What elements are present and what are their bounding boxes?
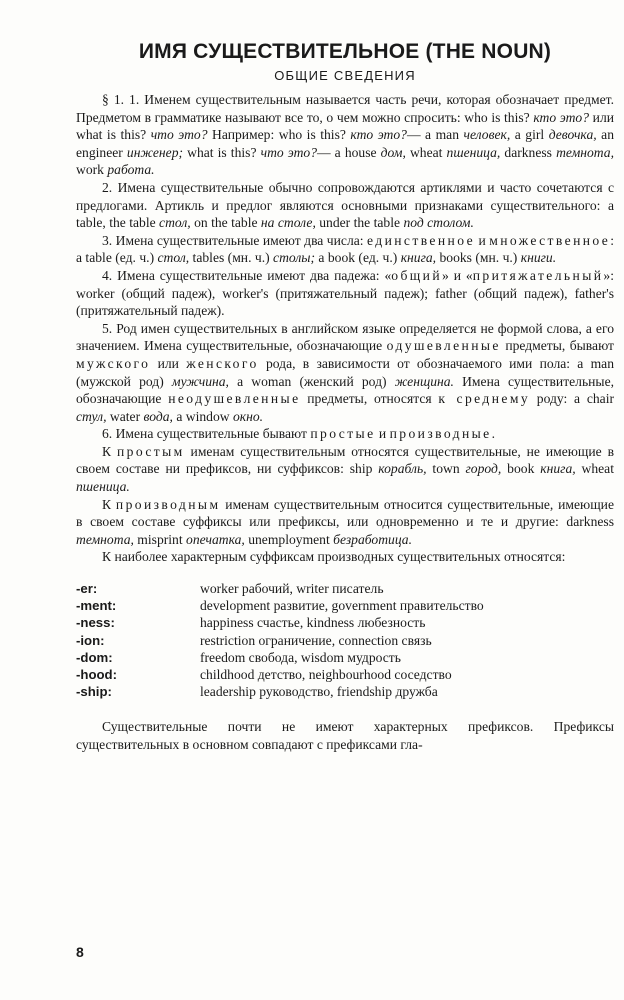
paragraph-6: 6. Имена существительные бывают простые и производные. bbox=[102, 426, 496, 442]
suffix-row bbox=[76, 632, 614, 649]
suffix-row bbox=[76, 614, 614, 631]
suffix-label: -ship: bbox=[76, 684, 112, 700]
suffix-row bbox=[76, 580, 614, 597]
suffix-row bbox=[76, 649, 614, 666]
paragraph-4: 4. Имена существительные имеют два падежа: «общий» и «притяжательный»: worker (общий падеж), worker's (притяжательный падеж); father (общий падеж), father's (притяжательный падеж). bbox=[76, 267, 614, 319]
suffix-examples: development развитие, government правительство bbox=[200, 598, 484, 614]
paragraph-1: § 1. 1. Именем существительным называется часть речи, которая обозначает предмет. Предметом в грамматике называют все то, о чем можно спросить: who is this? кто это? или what is this? что это? Например: who is this? кто это?— a man человек, a girl девочка, an engineer инженер; what is this? что это?— a house дом, wheat пшеница, darkness темнота, work работа. bbox=[76, 92, 615, 178]
suffix-examples: leadership руководство, friendship дружба bbox=[200, 684, 438, 700]
suffix-label: -ment: bbox=[76, 598, 117, 614]
page-title: ИМЯ СУЩЕСТВИТЕЛЬНОЕ (THE NOUN) bbox=[138, 40, 552, 63]
paragraph-2: 2. Имена существительные обычно сопровождаются артиклями и часто сочетаются с предлогами. Артикль и предлог являются основными признаками существительного: a table, the table стол, on the table на столе, under the table под столом. bbox=[76, 179, 614, 231]
suffix-row bbox=[76, 597, 614, 614]
suffix-label: -er: bbox=[76, 581, 98, 597]
suffix-examples: freedom свобода, wisdom мудрость bbox=[200, 649, 401, 665]
paragraph-8: К производным именам существительным относится существительные, имеющие в своем составе суффиксы или префиксы, или одновременно и те и другие: darkness темнота, misprint опечатка, unemployment безработица. bbox=[76, 496, 614, 547]
suffix-examples: childhood детство, neighbourhood соседство bbox=[200, 667, 452, 683]
suffix-label: -hood: bbox=[76, 667, 118, 683]
paragraph-3: 3. Имена существительные имеют два числа: единственное и множественное: a table (ед. ч.) стол, tables (мн. ч.) столы; a book (ед. ч.) книга, books (мн. ч.) книги. bbox=[76, 232, 614, 266]
suffix-examples: happiness счастье, kindness любезность bbox=[200, 615, 426, 631]
paragraph-9: К наиболее характерным суффиксам производных существительных относятся: bbox=[102, 549, 566, 565]
page-number: 8 bbox=[76, 944, 84, 960]
paragraph-7: К простым именам существительным относятся существительные, не имеющие в своем составе ни префиксов, ни суффиксов: ship корабль, town город, book книга, wheat пшеница. bbox=[76, 443, 614, 495]
suffix-row bbox=[76, 666, 614, 683]
suffix-label: -ness: bbox=[76, 615, 115, 631]
suffix-row bbox=[76, 683, 614, 700]
suffix-examples: restriction ограничение, connection связь bbox=[200, 632, 432, 648]
section-subtitle: ОБЩИЕ СВЕДЕНИЯ bbox=[274, 68, 416, 83]
suffix-table bbox=[76, 580, 614, 700]
closing-paragraph: Существительные почти не имеют характерных префиксов. Префиксы существительных в основном совпадают с префиксами гла- bbox=[76, 719, 614, 753]
suffix-label: -dom: bbox=[76, 649, 113, 665]
suffix-examples: worker рабочий, writer писатель bbox=[200, 581, 384, 597]
suffix-label: -ion: bbox=[76, 632, 105, 648]
paragraph-5: 5. Род имен существительных в английском языке определяется не формой слова, а его значением. Имена существительные, обозначающие одушевленные предметы, бывают мужского или женского рода, в зависимости от обозначаемого ими пола: a man (мужской род) мужчина, a woman (женский род) женщина. Имена существительные, обозначающие неодушевленные предметы, относятся к среднему роду: a chair стул, water вода, a window окно. bbox=[76, 320, 615, 424]
